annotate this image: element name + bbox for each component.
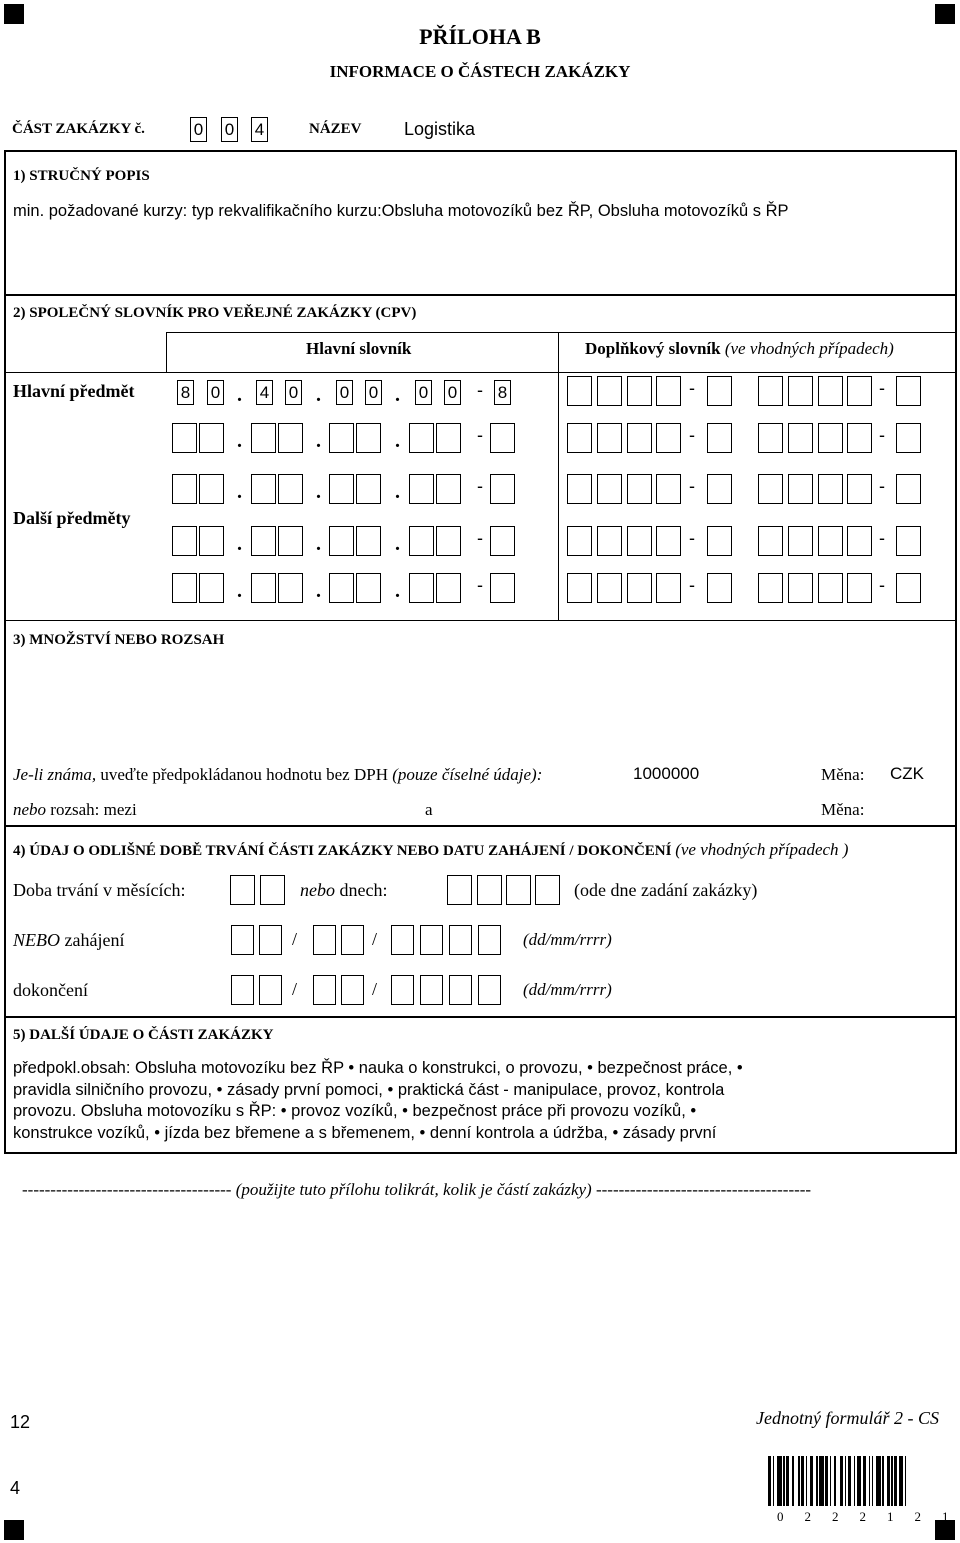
end-year-box[interactable]: [449, 975, 472, 1005]
cpv-supp-box[interactable]: [567, 376, 592, 406]
cpv-other-digit-box[interactable]: [329, 526, 354, 556]
cpv-other-check-box[interactable]: [490, 474, 515, 504]
cpv-supp-check-box[interactable]: [896, 526, 921, 556]
footer-note: [22, 1180, 811, 1200]
part-digit-1[interactable]: 0: [190, 117, 207, 142]
cpv-other-check-box[interactable]: [490, 573, 515, 603]
cpv-dash: -: [689, 476, 695, 496]
cpv-dot: .: [237, 481, 242, 503]
cpv-supp-check-box[interactable]: [896, 376, 921, 406]
cpv-other-digit-box[interactable]: [199, 573, 224, 603]
barcode-bar: [783, 1456, 785, 1506]
barcode-bar: [830, 1456, 832, 1506]
cpv-other-check-box[interactable]: [490, 423, 515, 453]
cpv-supp-box[interactable]: [597, 376, 622, 406]
range-italic: nebo: [13, 800, 47, 819]
duration-month-box-2[interactable]: [260, 875, 285, 905]
currency-field[interactable]: CZK: [890, 764, 924, 783]
cpv-dash: -: [879, 378, 885, 398]
barcode-bar: [816, 1456, 818, 1506]
cpv-dot: .: [316, 384, 321, 406]
barcode-digit: 2: [832, 1509, 839, 1524]
range-currency-label: Měna:: [821, 800, 865, 819]
section5-text[interactable]: [13, 1058, 743, 1144]
cpv-other-digit-box[interactable]: [436, 573, 461, 603]
cpv-dash: -: [689, 425, 695, 445]
cpv-supp-box[interactable]: [567, 526, 592, 556]
section2-heading: 2) SPOLEČNÝ SLOVNÍK PRO VEŘEJNÉ ZAKÁZKY (CPV): [13, 305, 417, 321]
cpv-supp-box[interactable]: [627, 423, 652, 453]
cpv-supp-box[interactable]: [758, 474, 783, 504]
cpv-other-digit-box[interactable]: [329, 474, 354, 504]
cpv-other-digit-box[interactable]: [199, 474, 224, 504]
section5-line-2: pravidla silničního provozu, • zásady první pomoci, • praktická část - manipulace, provoz, kontrola: [13, 1080, 725, 1099]
cpv-supp-box[interactable]: [788, 526, 813, 556]
cpv-supp-box[interactable]: [758, 526, 783, 556]
cpv-supp-box[interactable]: [627, 526, 652, 556]
cpv-dot: .: [395, 384, 400, 406]
cpv-dot: .: [395, 481, 400, 503]
section4-heading-bold: 4) ÚDAJ O ODLIŠNÉ DOBĚ TRVÁNÍ ČÁSTI ZAKÁZKY NEBO DATU ZAHÁJENÍ / DOKONČENÍ: [13, 843, 672, 859]
start-year-box[interactable]: [449, 925, 472, 955]
cpv-supp-box[interactable]: [788, 376, 813, 406]
range-and-label: a: [425, 800, 433, 819]
cpv-supp-box[interactable]: [758, 376, 783, 406]
cpv-other-digit-box[interactable]: [409, 526, 434, 556]
duration-months-label: Doba trvání v měsících:: [13, 880, 186, 900]
cpv-other-digit-box[interactable]: [172, 526, 197, 556]
end-month-box[interactable]: [313, 975, 336, 1005]
cpv-supp-box[interactable]: [847, 423, 872, 453]
cpv-dot: .: [237, 580, 242, 602]
cpv-main-digit-9[interactable]: 8: [494, 380, 511, 405]
cpv-supp-box[interactable]: [788, 573, 813, 603]
cpv-dash: -: [879, 476, 885, 496]
cpv-other-digit-box[interactable]: [356, 526, 381, 556]
other-subjects-label: Další předměty: [13, 508, 131, 528]
cpv-supp-box[interactable]: [567, 474, 592, 504]
part-label: ČÁST ZAKÁZKY č.: [12, 121, 145, 137]
cpv-supp-box[interactable]: [656, 526, 681, 556]
section4-heading: [13, 840, 848, 860]
cpv-other-digit-box[interactable]: [356, 423, 381, 453]
duration-day-box-4[interactable]: [535, 875, 560, 905]
end-date-format: (dd/mm/rrrr): [523, 980, 612, 999]
barcode-digit: 2: [914, 1509, 921, 1524]
cpv-supp-check-box[interactable]: [707, 573, 732, 603]
cpv-dash: -: [879, 575, 885, 595]
cpv-other-digit-box[interactable]: [278, 474, 303, 504]
cpv-other-digit-box[interactable]: [329, 423, 354, 453]
cpv-supp-box[interactable]: [597, 526, 622, 556]
start-year-box[interactable]: [391, 925, 414, 955]
cpv-supp-box[interactable]: [597, 474, 622, 504]
barcode-bar: [857, 1456, 862, 1506]
start-day-box[interactable]: [259, 925, 282, 955]
barcode-digit: 2: [804, 1509, 811, 1524]
barcode-bar: [819, 1456, 824, 1506]
start-date-label: [13, 930, 124, 951]
barcode-bar: [810, 1456, 813, 1506]
cpv-other-digit-box[interactable]: [409, 423, 434, 453]
barcode-bar: [792, 1456, 794, 1506]
cpv-supp-box[interactable]: [818, 474, 843, 504]
barcode-bar: [899, 1456, 904, 1506]
start-date-format: (dd/mm/rrrr): [523, 930, 612, 949]
cpv-dot: .: [395, 430, 400, 452]
cpv-other-digit-box[interactable]: [356, 474, 381, 504]
cpv-supp-box[interactable]: [656, 573, 681, 603]
cpv-dot: .: [316, 430, 321, 452]
cpv-dash: -: [477, 380, 483, 400]
duration-days-text: dnech:: [339, 880, 388, 900]
barcode-bar: [876, 1456, 881, 1506]
barcode-bar: [905, 1456, 907, 1506]
range-text: rozsah: mezi: [50, 800, 137, 819]
cpv-other-digit-box[interactable]: [251, 423, 276, 453]
cpv-main-digit-5[interactable]: 0: [336, 380, 353, 405]
barcode-digit: 2: [859, 1509, 866, 1524]
estimated-value-label: [13, 765, 542, 785]
barcode-bar: [845, 1456, 847, 1506]
cpv-other-digit-box[interactable]: [409, 474, 434, 504]
end-year-box[interactable]: [391, 975, 414, 1005]
barcode-bar: [786, 1456, 789, 1506]
footer-dashes-left: -------------------------------------: [22, 1180, 232, 1199]
section1-heading: 1) STRUČNÝ POPIS: [13, 168, 150, 184]
cpv-main-digit-8[interactable]: 0: [444, 380, 461, 405]
corner-mark-top-right: [935, 4, 955, 24]
barcode-bar: [825, 1456, 828, 1506]
cpv-supp-box[interactable]: [567, 573, 592, 603]
barcode-bar: [806, 1456, 808, 1506]
cpv-supp-vocab-header: [585, 339, 894, 359]
estimated-value-text: uveďte předpokládanou hodnotu bez DPH: [100, 765, 388, 784]
cpv-main-digit-7[interactable]: 0: [415, 380, 432, 405]
barcode-bar: [801, 1456, 804, 1506]
range-label: [13, 800, 137, 820]
cpv-supp-vocab-bold: Doplňkový slovník: [585, 339, 721, 358]
cpv-supp-box[interactable]: [847, 573, 872, 603]
barcode-bar: [872, 1456, 874, 1506]
cpv-supp-box[interactable]: [627, 474, 652, 504]
cpv-supp-box[interactable]: [818, 376, 843, 406]
cpv-dash: -: [689, 575, 695, 595]
end-slash: /: [372, 979, 378, 999]
divider-3: [4, 1016, 957, 1018]
start-date-text: zahájení: [64, 930, 125, 950]
section3-heading: 3) MNOŽSTVÍ NEBO ROZSAH: [13, 632, 225, 648]
cpv-dot: .: [395, 580, 400, 602]
start-date-italic: NEBO: [13, 930, 60, 950]
cpv-header-bottom-line: [4, 372, 957, 373]
cpv-supp-box[interactable]: [656, 474, 681, 504]
part-digit-3[interactable]: 4: [251, 117, 268, 142]
end-day-box[interactable]: [231, 975, 254, 1005]
cpv-other-check-box[interactable]: [490, 526, 515, 556]
cpv-supp-box[interactable]: [788, 474, 813, 504]
cpv-supp-box[interactable]: [788, 423, 813, 453]
cpv-col-left-line: [166, 332, 167, 372]
part-name-value[interactable]: Logistika: [404, 119, 476, 139]
cpv-dash: -: [477, 575, 483, 595]
cpv-supp-box[interactable]: [758, 423, 783, 453]
cpv-main-digit-2[interactable]: 0: [207, 380, 224, 405]
barcode-bar: [773, 1456, 775, 1506]
barcode-bar: [887, 1456, 890, 1506]
cpv-supp-check-box[interactable]: [896, 474, 921, 504]
estimated-value-italic: Je-li známa,: [13, 765, 97, 784]
barcode-bar: [882, 1456, 884, 1506]
cpv-dot: .: [237, 533, 242, 555]
end-day-box[interactable]: [259, 975, 282, 1005]
barcode-bar: [777, 1456, 782, 1506]
currency-label: Měna:: [821, 765, 865, 784]
barcode-bar: [863, 1456, 866, 1506]
cpv-dash: -: [689, 528, 695, 548]
cpv-dot: .: [237, 384, 242, 406]
barcode-digit: 1: [942, 1509, 949, 1524]
cpv-main-digit-6[interactable]: 0: [365, 380, 382, 405]
corner-mark-top-left: [4, 4, 24, 24]
cpv-main-digit-4[interactable]: 0: [285, 380, 302, 405]
cpv-supp-box[interactable]: [847, 474, 872, 504]
footer-note-text: (použijte tuto přílohu tolikrát, kolik je částí zakázky): [235, 1180, 592, 1199]
cpv-table-top-line: [166, 332, 957, 333]
cpv-other-digit-box[interactable]: [409, 573, 434, 603]
start-day-box[interactable]: [231, 925, 254, 955]
cpv-supp-box[interactable]: [597, 423, 622, 453]
end-date-label: dokončení: [13, 980, 88, 1000]
cpv-supp-box[interactable]: [656, 423, 681, 453]
cpv-supp-check-box[interactable]: [896, 423, 921, 453]
duration-day-box-2[interactable]: [477, 875, 502, 905]
cpv-supp-check-box[interactable]: [707, 526, 732, 556]
cpv-supp-box[interactable]: [818, 573, 843, 603]
barcode-bar: [834, 1456, 836, 1506]
main-subject-label: Hlavní předmět: [13, 381, 135, 401]
cpv-dot: .: [316, 580, 321, 602]
duration-days-italic: nebo: [300, 880, 335, 900]
cpv-other-digit-box[interactable]: [436, 423, 461, 453]
cpv-supp-vocab-italic: (ve vhodných případech): [724, 339, 894, 358]
start-year-box[interactable]: [420, 925, 443, 955]
cpv-supp-box[interactable]: [627, 573, 652, 603]
footer-dashes-right: --------------------------------------: [595, 1180, 812, 1199]
cpv-supp-box[interactable]: [847, 526, 872, 556]
cpv-supp-check-box[interactable]: [707, 376, 732, 406]
cpv-col-mid-line: [558, 332, 559, 620]
cpv-other-digit-box[interactable]: [329, 573, 354, 603]
page-subtitle: INFORMACE O ČÁSTECH ZAKÁZKY: [329, 62, 631, 81]
cpv-other-digit-box[interactable]: [172, 474, 197, 504]
barcode-bar: [798, 1456, 800, 1506]
barcode-bar: [848, 1456, 851, 1506]
cpv-other-digit-box[interactable]: [199, 423, 224, 453]
divider-2: [4, 825, 957, 827]
section4-heading-italic: (ve vhodných případech ): [675, 840, 849, 859]
estimated-value-field[interactable]: 1000000: [633, 764, 700, 783]
barcode-bar: [869, 1456, 871, 1506]
start-slash: /: [292, 929, 298, 949]
estimated-value-italic-2: (pouze číselné údaje):: [392, 765, 543, 784]
start-slash: /: [372, 929, 378, 949]
form-name: Jednotný formulář 2 - CS: [756, 1408, 939, 1428]
cpv-dash: -: [477, 476, 483, 496]
end-month-box[interactable]: [341, 975, 364, 1005]
cpv-other-digit-box[interactable]: [172, 423, 197, 453]
divider-1: [4, 294, 957, 296]
section5-line-4: konstrukce vozíků, • jízda bez břemene a s břemenem, • denní kontrola a údržba, • zásady první: [13, 1123, 717, 1142]
cpv-main-vocab-header: Hlavní slovník: [306, 339, 412, 358]
cpv-supp-box[interactable]: [847, 376, 872, 406]
side-number: 4: [10, 1478, 21, 1498]
page-number: 12: [10, 1412, 31, 1432]
duration-month-box-1[interactable]: [230, 875, 255, 905]
cpv-supp-box[interactable]: [627, 376, 652, 406]
cpv-other-digit-box[interactable]: [172, 573, 197, 603]
cpv-other-digit-box[interactable]: [251, 474, 276, 504]
cpv-supp-box[interactable]: [597, 573, 622, 603]
section5-line-1: předpokl.obsah: Obsluha motovozíku bez ŘP • nauka o konstrukci, o provozu, • bezpečnost práce, •: [13, 1059, 743, 1077]
cpv-supp-box[interactable]: [818, 423, 843, 453]
cpv-other-digit-box[interactable]: [356, 573, 381, 603]
from-award-label: (ode dne zadání zakázky): [574, 880, 758, 900]
corner-mark-bottom-left: [4, 1520, 24, 1540]
duration-day-box-1[interactable]: [447, 875, 472, 905]
cpv-dot: .: [316, 481, 321, 503]
barcode-bar: [854, 1456, 856, 1506]
barcode-bar: [768, 1456, 771, 1506]
cpv-main-digit-1[interactable]: 8: [177, 380, 194, 405]
cpv-main-digit-3[interactable]: 4: [256, 380, 273, 405]
section1-text[interactable]: min. požadované kurzy: typ rekvalifikačního kurzu:Obsluha motovozíků bez ŘP, Obsluha motovozíků s ŘP: [13, 202, 789, 220]
cpv-supp-check-box[interactable]: [707, 423, 732, 453]
start-year-box[interactable]: [478, 925, 501, 955]
cpv-table-bottom-line: [4, 620, 957, 621]
cpv-other-digit-box[interactable]: [278, 526, 303, 556]
cpv-other-digit-box[interactable]: [251, 526, 276, 556]
page-title: PŘÍLOHA B: [419, 24, 541, 49]
cpv-dot: .: [395, 533, 400, 555]
end-year-box[interactable]: [420, 975, 443, 1005]
cpv-dash: -: [477, 528, 483, 548]
start-month-box[interactable]: [313, 925, 336, 955]
section5-line-3: provozu. Obsluha motovozíku s ŘP: • provoz vozíků, • bezpečnost práce při provozu vozíků, •: [13, 1102, 697, 1120]
cpv-supp-box[interactable]: [758, 573, 783, 603]
cpv-dash: -: [879, 425, 885, 445]
cpv-other-digit-box[interactable]: [278, 423, 303, 453]
cpv-other-digit-box[interactable]: [199, 526, 224, 556]
start-month-box[interactable]: [341, 925, 364, 955]
section5-heading: 5) DALŠÍ ÚDAJE O ČÁSTI ZAKÁZKY: [13, 1027, 274, 1043]
end-year-box[interactable]: [478, 975, 501, 1005]
cpv-dash: -: [477, 425, 483, 445]
barcode-bar: [894, 1456, 897, 1506]
cpv-dash: -: [689, 378, 695, 398]
cpv-supp-check-box[interactable]: [896, 573, 921, 603]
cpv-supp-box[interactable]: [656, 376, 681, 406]
barcode-digit: 1: [887, 1509, 894, 1524]
barcode-bar: [891, 1456, 893, 1506]
barcode: [768, 1456, 954, 1506]
cpv-other-digit-box[interactable]: [251, 573, 276, 603]
part-digit-2[interactable]: 0: [221, 117, 238, 142]
cpv-supp-box[interactable]: [818, 526, 843, 556]
cpv-other-digit-box[interactable]: [436, 474, 461, 504]
cpv-supp-check-box[interactable]: [707, 474, 732, 504]
cpv-dash: -: [879, 528, 885, 548]
cpv-other-digit-box[interactable]: [436, 526, 461, 556]
cpv-other-digit-box[interactable]: [278, 573, 303, 603]
cpv-dot: .: [316, 533, 321, 555]
end-slash: /: [292, 979, 298, 999]
part-name-label: NÁZEV: [309, 121, 362, 137]
cpv-dot: .: [237, 430, 242, 452]
cpv-supp-box[interactable]: [567, 423, 592, 453]
duration-days-label: [300, 880, 387, 901]
duration-day-box-3[interactable]: [506, 875, 531, 905]
barcode-bar: [840, 1456, 843, 1506]
barcode-digit: 0: [777, 1509, 784, 1524]
